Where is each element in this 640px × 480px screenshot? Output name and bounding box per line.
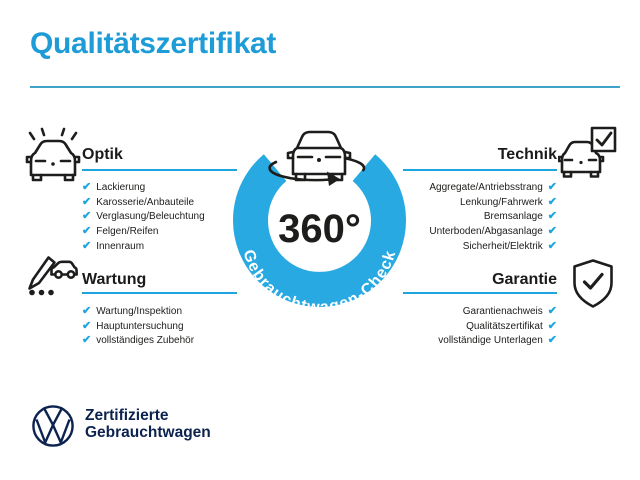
- list-item: vollständige Unterlagen ✔: [438, 334, 557, 347]
- service-pencil-car-icon: [25, 255, 81, 313]
- list-item: ✔ vollständiges Zubehör: [82, 334, 195, 347]
- section-divider-garantie: [403, 292, 557, 294]
- checklist-wartung: [82, 304, 194, 348]
- check-icon: ✔: [82, 210, 92, 223]
- car-rotation-icon: [270, 132, 364, 186]
- check-icon: ✔: [82, 195, 92, 208]
- vw-logo: [31, 404, 75, 448]
- section-title-optik: Optik: [82, 146, 123, 163]
- check-icon: ✔: [547, 225, 557, 238]
- check-icon: ✔: [547, 319, 557, 332]
- car-checkbox-icon: [558, 126, 618, 184]
- list-item: Sicherheit/Elektrik ✔: [462, 240, 557, 253]
- check-icon: ✔: [547, 195, 557, 208]
- check-icon: ✔: [82, 319, 92, 332]
- list-item: Unterboden/Abgasanlage ✔: [429, 225, 557, 238]
- list-item: ✔ Lackierung: [82, 180, 146, 193]
- check-icon: ✔: [547, 304, 557, 317]
- list-item: Qualitätszertifikat ✔: [466, 319, 557, 332]
- check-icon: ✔: [82, 304, 92, 317]
- section-divider-optik: [82, 169, 237, 171]
- footer-brand-text: [85, 408, 211, 441]
- check-icon: ✔: [547, 334, 557, 347]
- check-icon: ✔: [547, 210, 557, 223]
- section-title-technik: Technik: [497, 146, 557, 163]
- section-title-garantie: Garantie: [492, 271, 557, 288]
- check-icon: ✔: [82, 334, 92, 347]
- list-item: ✔ Wartung/Inspektion: [82, 304, 183, 317]
- check-icon: ✔: [82, 240, 92, 253]
- footer-brand-line2: Gebrauchtwagen: [85, 423, 211, 441]
- list-item: ✔ Felgen/Reifen: [82, 225, 159, 238]
- section-divider-wartung: [82, 292, 237, 294]
- checklist-garantie: [438, 304, 557, 348]
- list-item: Bremsanlage ✔: [483, 210, 557, 223]
- page-title: Qualitätszertifikat: [30, 27, 277, 60]
- list-item: Aggregate/Antriebsstrang ✔: [429, 180, 557, 193]
- check-icon: ✔: [547, 240, 557, 253]
- section-divider-technik: [403, 169, 557, 171]
- checklist-optik: [82, 180, 205, 254]
- ring-label: Gebrauchtwagen-Check: [239, 247, 400, 317]
- list-item: Garantienachweis ✔: [462, 304, 557, 317]
- shield-check-icon: [569, 257, 617, 313]
- list-item: Lenkung/Fahrwerk ✔: [459, 195, 557, 208]
- section-title-wartung: Wartung: [82, 271, 147, 288]
- check-icon: ✔: [547, 180, 557, 193]
- car-shine-icon: [25, 127, 81, 185]
- check-icon: ✔: [82, 180, 92, 193]
- degrees-value: 360°: [278, 207, 361, 251]
- list-item: ✔ Hauptuntersuchung: [82, 319, 184, 332]
- list-item: ✔ Verglasung/Beleuchtung: [82, 210, 205, 223]
- check-icon: ✔: [82, 225, 92, 238]
- list-item: ✔ Innenraum: [82, 240, 145, 253]
- footer-brand-line1: Zertifizierte: [85, 407, 169, 424]
- list-item: ✔ Karosserie/Anbauteile: [82, 195, 195, 208]
- checklist-technik: [429, 180, 557, 254]
